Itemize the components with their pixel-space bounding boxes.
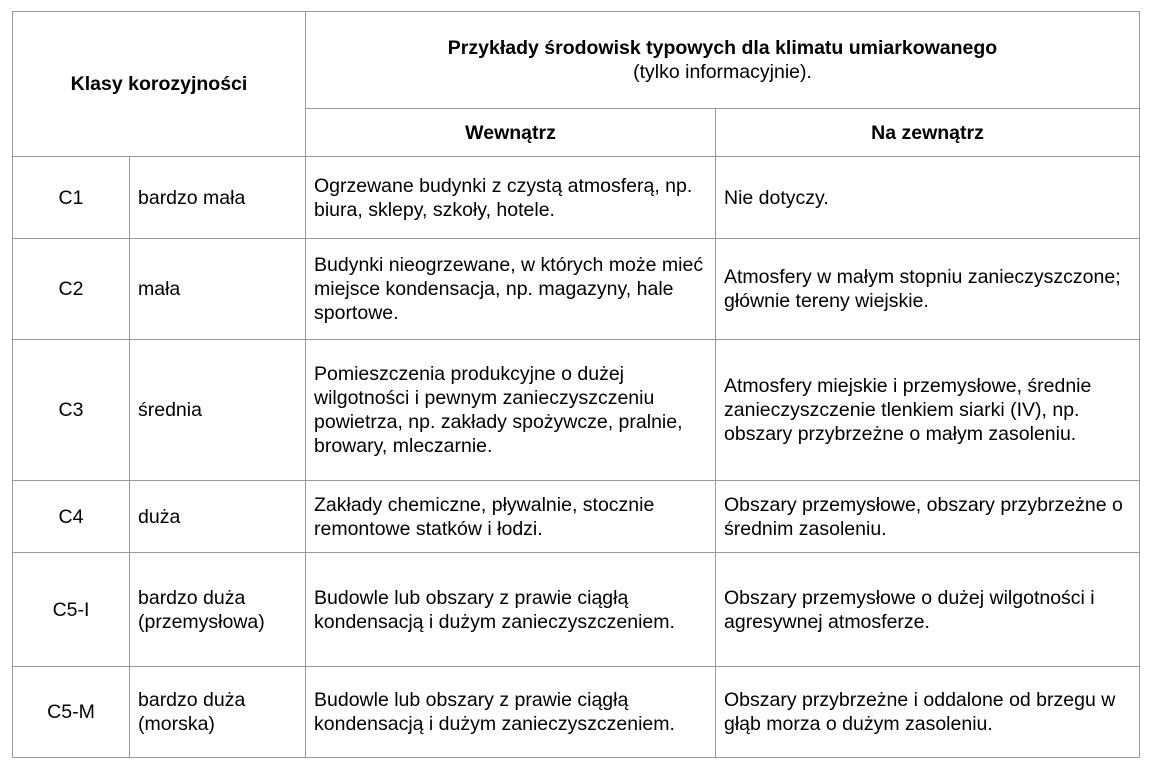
class-level: bardzo duża (przemysłowa) xyxy=(138,586,265,633)
class-level-cell xyxy=(130,553,306,667)
table-row xyxy=(13,340,1140,481)
class-code-cell xyxy=(13,481,130,553)
header-examples xyxy=(306,12,1140,109)
outside-text: Atmosfery w małym stopniu zanieczyszczone; głównie tereny wiejskie. xyxy=(724,266,1121,312)
inside-cell xyxy=(306,553,716,667)
class-code: C5-I xyxy=(52,598,90,621)
inside-cell xyxy=(306,481,716,553)
header-row-top xyxy=(13,12,1140,109)
class-code: C5-M xyxy=(47,701,95,723)
inside-text: Budowle lub obszary z prawie ciągłą kondensacją i dużym zanieczyszczeniem. xyxy=(314,689,675,735)
class-code: C2 xyxy=(58,278,84,300)
class-level: bardzo duża (morska) xyxy=(138,689,246,735)
outside-text: Atmosfery miejskie i przemysłowe, średnie zanieczyszczenie tlenkiem siarki (IV), np. obszary przybrzeżne o małym zasoleniu. xyxy=(724,375,1092,445)
inside-text: Budowle lub obszary z prawie ciągłą kondensacją i dużym zanieczyszczeniem. xyxy=(314,586,675,633)
header-outside xyxy=(716,109,1140,157)
header-examples-note: (tylko informacyjnie). xyxy=(633,61,812,83)
class-level-cell xyxy=(130,157,306,239)
outside-cell xyxy=(716,553,1140,667)
inside-cell xyxy=(306,157,716,239)
class-code-cell xyxy=(13,239,130,340)
inside-text: Ogrzewane budynki z czystą atmosferą, np. biura, sklepy, szkoły, hotele. xyxy=(314,174,693,221)
header-inside xyxy=(306,109,716,157)
header-corrosivity-classes-text: Klasy korozyjności xyxy=(70,73,248,95)
table-row xyxy=(13,157,1140,239)
inside-text: Budynki nieogrzewane, w których może mieć miejsce kondensacja, np. magazyny, hale sportowe. xyxy=(314,254,704,324)
outside-text: Obszary przemysłowe o dużej wilgotności i agresywnej atmosferze. xyxy=(724,586,1095,633)
class-code-cell xyxy=(13,667,130,758)
table-row xyxy=(13,239,1140,340)
class-level: bardzo mała xyxy=(138,186,246,209)
inside-cell xyxy=(306,239,716,340)
outside-text: Nie dotyczy. xyxy=(724,186,829,209)
class-level-cell xyxy=(130,340,306,481)
class-level: średnia xyxy=(138,399,202,421)
outside-cell xyxy=(716,239,1140,340)
outside-text: Obszary przemysłowe, obszary przybrzeżne o średnim zasoleniu. xyxy=(724,493,1123,540)
header-outside-text: Na zewnątrz xyxy=(871,121,984,144)
outside-cell xyxy=(716,157,1140,239)
outside-cell xyxy=(716,667,1140,758)
class-level: duża xyxy=(138,505,181,528)
class-level-cell xyxy=(130,667,306,758)
class-level-cell xyxy=(130,481,306,553)
table-row xyxy=(13,481,1140,553)
header-inside-text: Wewnątrz xyxy=(465,121,556,144)
outside-cell xyxy=(716,481,1140,553)
inside-text: Pomieszczenia produkcyjne o dużej wilgotności i pewnym zanieczyszczeniu powietrza, np. zakłady spożywcze, pralnie, browary, mleczarnie. xyxy=(314,363,683,457)
class-code: C3 xyxy=(58,399,84,421)
outside-cell xyxy=(716,340,1140,481)
inside-text: Zakłady chemiczne, pływalnie, stocznie remontowe statków i łodzi. xyxy=(314,493,655,540)
table-row xyxy=(13,667,1140,758)
header-corrosivity-classes xyxy=(13,12,306,157)
class-code-cell xyxy=(13,553,130,667)
class-code: C4 xyxy=(58,505,84,528)
table-row xyxy=(13,553,1140,667)
class-code-cell xyxy=(13,340,130,481)
class-code: C1 xyxy=(58,186,84,209)
inside-cell xyxy=(306,340,716,481)
class-level: mała xyxy=(138,278,181,300)
inside-cell xyxy=(306,667,716,758)
corrosivity-table xyxy=(12,11,1140,758)
header-examples-title: Przykłady środowisk typowych dla klimatu umiarkowanego xyxy=(447,37,998,59)
class-code-cell xyxy=(13,157,130,239)
outside-text: Obszary przybrzeżne i oddalone od brzegu w głąb morza o dużym zasoleniu. xyxy=(724,689,1116,735)
class-level-cell xyxy=(130,239,306,340)
